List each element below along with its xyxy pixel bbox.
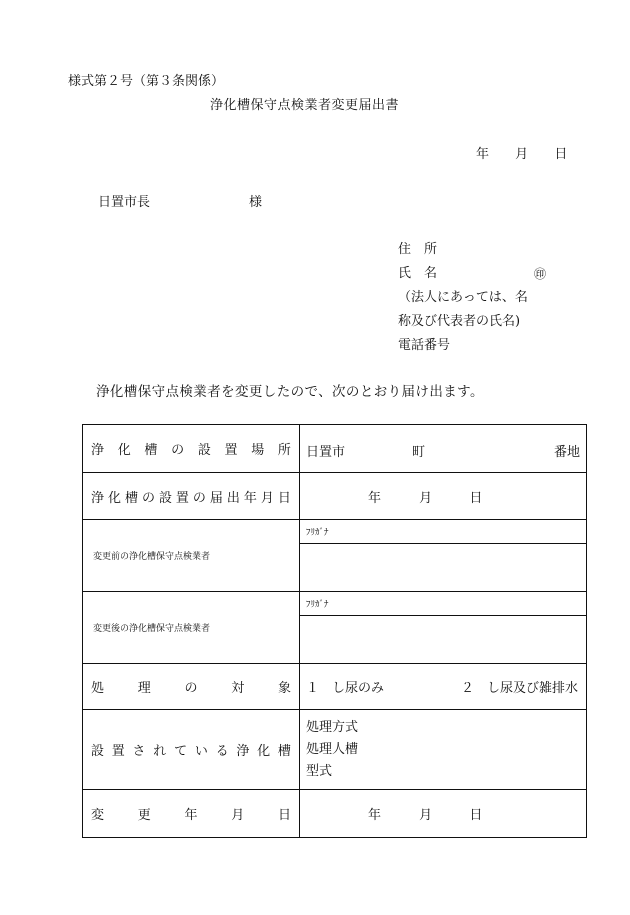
label-char: の	[141, 490, 155, 506]
change-date-year: 年	[368, 808, 382, 823]
table-row	[83, 710, 587, 790]
date-year: 年	[476, 147, 490, 162]
target-value-cell[interactable]	[300, 664, 587, 710]
label-char: 年	[184, 808, 198, 823]
submission-date	[476, 143, 567, 162]
label-char: 浄	[91, 490, 105, 506]
label-char: れ	[153, 744, 167, 759]
change-date-cell[interactable]	[300, 790, 587, 838]
label-char: 出	[226, 490, 240, 506]
target-label-cell	[83, 664, 300, 710]
label-char: 月	[260, 490, 274, 506]
label-char: 象	[277, 681, 291, 696]
table-row	[83, 790, 587, 838]
change-date-label	[89, 804, 293, 823]
installed-model: 型式	[306, 763, 333, 779]
install-date-month: 月	[419, 490, 433, 506]
label-char: 設	[158, 490, 172, 506]
label-char: 浄	[236, 744, 250, 759]
after-name-cell[interactable]	[300, 616, 587, 664]
table-row	[83, 425, 587, 473]
install-date-day: 日	[469, 490, 483, 506]
label-char: 設	[197, 443, 211, 458]
label-char: 槽	[144, 443, 158, 458]
addressee-suffix: 様	[249, 195, 263, 210]
label-char: 日	[277, 808, 291, 823]
change-date-day: 日	[469, 808, 483, 823]
label-char: 槽	[277, 744, 291, 759]
label-char: の	[192, 490, 206, 506]
install-date-cell[interactable]	[300, 473, 587, 520]
place-city: 日置市	[306, 445, 346, 460]
addressee-name: 日置市長	[98, 195, 151, 210]
label-char: の	[171, 443, 185, 458]
label-char: 置	[224, 443, 238, 458]
label-char: 届	[209, 490, 223, 506]
label-char: 年	[243, 490, 257, 506]
place-town: 町	[412, 445, 426, 460]
label-char: 設	[91, 744, 105, 759]
installed-people: 処理人槽	[306, 741, 359, 757]
installed-value-cell[interactable]	[300, 710, 587, 790]
form-number: 様式第２号（第３条関係）	[68, 74, 225, 89]
before-name-cell[interactable]	[300, 544, 587, 592]
label-char: て	[174, 744, 188, 759]
label-char: 理	[137, 681, 151, 696]
table-row	[83, 592, 587, 616]
label-char: の	[184, 681, 198, 696]
label-char: 更	[137, 808, 151, 823]
before-furigana-label: ﾌﾘｶﾞﾅ	[306, 528, 329, 538]
label-char: 所	[277, 443, 291, 458]
target-option-2[interactable]: ２ し尿及び雑排水	[460, 681, 578, 696]
installed-label-cell	[83, 710, 300, 790]
installed-label	[89, 740, 293, 759]
label-char: 場	[251, 443, 265, 458]
after-label: 変更後の浄化槽保守点検業者	[93, 624, 211, 634]
install-date-label	[89, 487, 293, 506]
label-char: 化	[107, 490, 121, 506]
before-label-cell	[83, 520, 300, 592]
label-char: 置	[111, 744, 125, 759]
notification-table	[82, 424, 587, 838]
label-char: 月	[231, 808, 245, 823]
table-row	[83, 664, 587, 710]
date-day: 日	[554, 147, 568, 162]
label-char: 浄	[91, 443, 105, 458]
seal-mark: ㊞	[534, 267, 547, 281]
after-furigana-cell[interactable]	[300, 592, 587, 616]
place-label	[89, 439, 293, 458]
table-row	[83, 520, 587, 544]
phone-label: 電話番号	[398, 338, 451, 353]
change-date-label-cell	[83, 790, 300, 838]
label-char: 対	[231, 681, 245, 696]
date-month: 月	[515, 147, 529, 162]
table-row	[83, 473, 587, 520]
document-title: 浄化槽保守点検業者変更届出書	[210, 98, 400, 113]
label-char: る	[215, 744, 229, 759]
intro-text: 浄化槽保守点検業者を変更したので、次のとおり届け出ます。	[96, 384, 484, 400]
before-label: 変更前の浄化槽保守点検業者	[93, 552, 211, 562]
label-char: 槽	[124, 490, 138, 506]
corporate-note-line1: （法人にあっては、名	[398, 290, 528, 305]
label-char: 置	[175, 490, 189, 506]
applicant-block	[398, 238, 548, 358]
install-date-year: 年	[368, 490, 382, 506]
label-char: 日	[277, 490, 291, 506]
before-furigana-cell[interactable]	[300, 520, 587, 544]
address-label: 住 所	[398, 242, 438, 257]
target-option-1[interactable]: １ し尿のみ	[306, 681, 385, 696]
label-char: 変	[91, 808, 105, 823]
name-label: 氏 名	[398, 266, 438, 281]
place-value-cell[interactable]	[300, 425, 587, 473]
label-char: 化	[257, 744, 271, 759]
label-char: さ	[132, 744, 146, 759]
corporate-note-line2: 称及び代表者の氏名)	[398, 314, 521, 329]
place-lot: 番地	[553, 445, 580, 460]
install-date-label-cell	[83, 473, 300, 520]
place-label-cell	[83, 425, 300, 473]
name-row	[398, 262, 548, 286]
target-label	[89, 677, 293, 696]
installed-method: 処理方式	[306, 719, 359, 735]
after-label-cell	[83, 592, 300, 664]
label-char: 処	[91, 681, 105, 696]
change-date-month: 月	[419, 808, 433, 823]
label-char: い	[194, 744, 208, 759]
label-char: 化	[117, 443, 131, 458]
after-furigana-label: ﾌﾘｶﾞﾅ	[306, 600, 329, 610]
